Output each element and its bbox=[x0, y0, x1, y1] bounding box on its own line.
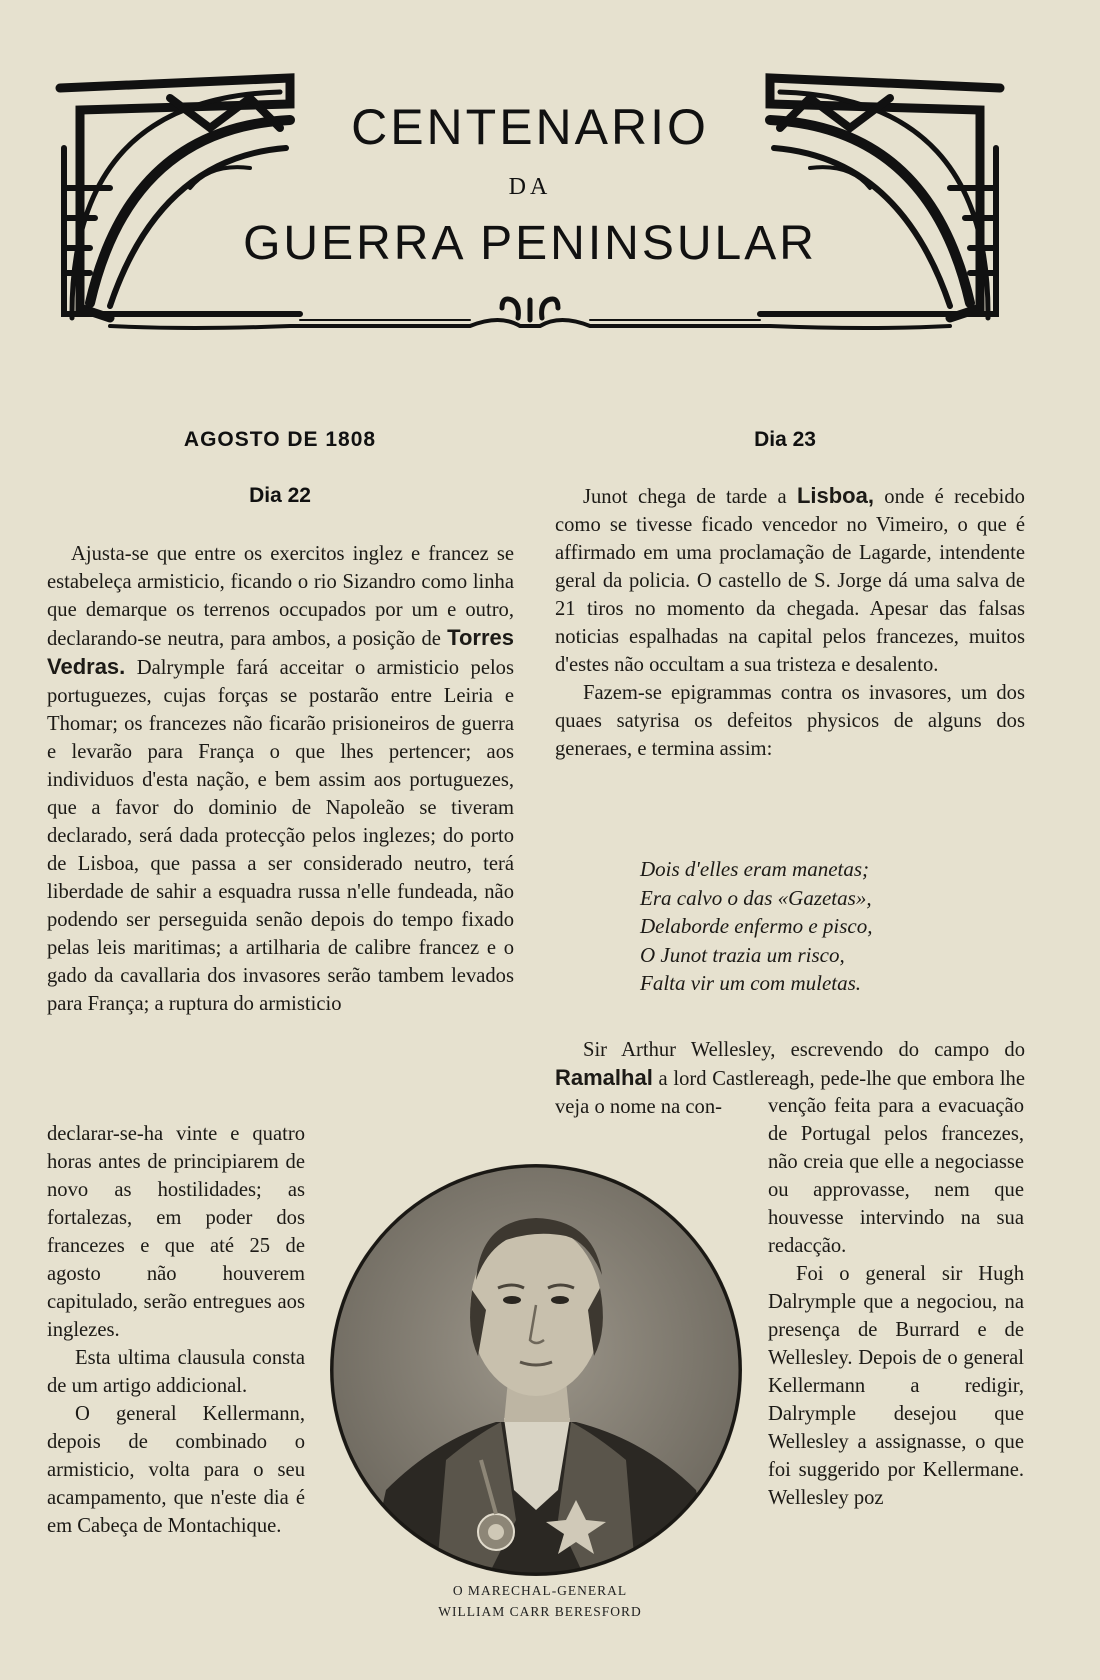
left-paragraph-2: Esta ultima clausula consta de um artigo addicional. bbox=[47, 1347, 305, 1397]
left-paragraph-3: O general Kellermann, depois de combinado o armisticio, volta para o seu acampamento, que n'este dia é em Cabeça de Montachique. bbox=[47, 1403, 305, 1537]
right-paragraph-2: Fazem-se epigrammas contra os invasores, um dos quaes satyrisa os defeitos physicos de alguns dos generaes, e termina assim: bbox=[555, 682, 1025, 760]
masthead-connector: DA bbox=[508, 174, 552, 200]
portrait-caption bbox=[390, 1580, 690, 1622]
right-p1-text-b: onde é recebido como se tivesse ficado vencedor no Vimeiro, o que é affirmado em uma proclamação de Lagarde, intendente geral da policia. O castello de S. Jorge dá uma salva de 21 tiros no momento da chegada. Apesar das falsas noticias espalhadas na capital pelos francezes, muitos d'estes não occultam a sua tristeza e desalento. bbox=[555, 486, 1025, 676]
caption-line-2: WILLIAM CARR BERESFORD bbox=[438, 1604, 642, 1619]
month-heading: AGOSTO DE 1808 bbox=[183, 428, 377, 451]
left-paragraph-1 bbox=[47, 540, 514, 1018]
place-torres-vedras: Torres Vedras. bbox=[47, 625, 514, 679]
day-22-heading: Dia 22 bbox=[249, 484, 311, 507]
portrait-medallion-image bbox=[326, 1160, 746, 1580]
right-column bbox=[555, 482, 1025, 763]
right-p3-text-b: a lord Castlereagh, pede-lhe que embora lhe veja o nome na con- bbox=[555, 1068, 1025, 1118]
left-p1-text-a: Ajusta-se que entre os exercitos inglez e francez se estabeleça armisticio, ficando o rio Sizandro como linha que demarque os terrenos occupados por um e outro, declarando-se neutra, para ambos, a posição de bbox=[47, 543, 514, 650]
poem-line: Dois d'elles eram manetas; bbox=[640, 857, 870, 881]
right-paragraph-4: Foi o general sir Hugh Dalrymple que a negociou, na presença de Burrard e de Wellesley. Depois de o general Kellermann a redigir, Dalrymple desejou que Wellesley a assignasse, o que foi suggerido por Kellermane. Wellesley poz bbox=[768, 1263, 1024, 1509]
right-column-narrow bbox=[768, 1092, 1024, 1512]
masthead-title: CENTENARIO bbox=[351, 99, 709, 155]
right-p3-continuation: venção feita para a evacuação de Portugal pelos francezes, não creia que elle a negociasse ou approvasse, nem que houvesse intervindo na sua redacção. bbox=[768, 1095, 1024, 1257]
right-p3-text-a: Sir Arthur Wellesley, escrevendo do campo do bbox=[583, 1039, 1025, 1061]
left-column bbox=[47, 540, 514, 1018]
poem-line: O Junot trazia um risco, bbox=[640, 942, 845, 967]
right-p1-text-a: Junot chega de tarde a bbox=[583, 486, 787, 508]
left-column-narrow bbox=[47, 1120, 305, 1540]
place-lisboa: Lisboa, bbox=[796, 483, 874, 508]
caption-line-1: O MARECHAL-GENERAL bbox=[452, 1583, 628, 1598]
place-ramalhal: Ramalhal bbox=[555, 1065, 653, 1090]
poem-line: Era calvo o das «Gazetas», bbox=[640, 885, 872, 910]
poem-line: Delaborde enfermo e pisco, bbox=[640, 914, 873, 938]
left-p1-text-b: Dalrymple fará acceitar o armisticio pelos portuguezes, cujas forças se postarão entre Leiria e Thomar; os francezes não ficarão prisioneiros de guerra e levarão para França o que lhes pertencer; aos individuos d'esta nação, e bem assim aos portuguezes, que a favor do dominio de Napoleão se tiveram declarado, será dada protecção pelos inglezes; do porto de Lisboa, que passa a ser considerado neutro, terá liberdade de sahir a esquadra russa n'elle fundeada, não podendo ser perseguida senão depois do tempo fixado pelas leis maritimas; a artilharia de calibre francez e o gado da cavallaria dos invasores serão tambem levados para França; a ruptura do armisticio bbox=[47, 657, 514, 1015]
masthead-subtitle: GUERRA PENINSULAR bbox=[243, 217, 817, 270]
epigram-poem bbox=[640, 855, 1000, 998]
masthead bbox=[50, 68, 1010, 350]
portrait-engraving bbox=[326, 1160, 746, 1580]
left-p1-continuation: declarar-se-ha vinte e quatro horas antes de principiarem de novo as hostilidades; as fortalezas, em poder dos francezes e que até 25 de agosto não houverem capitulado, serão entregues aos inglezes. bbox=[47, 1123, 305, 1341]
right-paragraph-1 bbox=[555, 482, 1025, 679]
day-23-heading: Dia 23 bbox=[754, 428, 816, 451]
poem-line: Falta vir um com muletas. bbox=[640, 971, 862, 995]
